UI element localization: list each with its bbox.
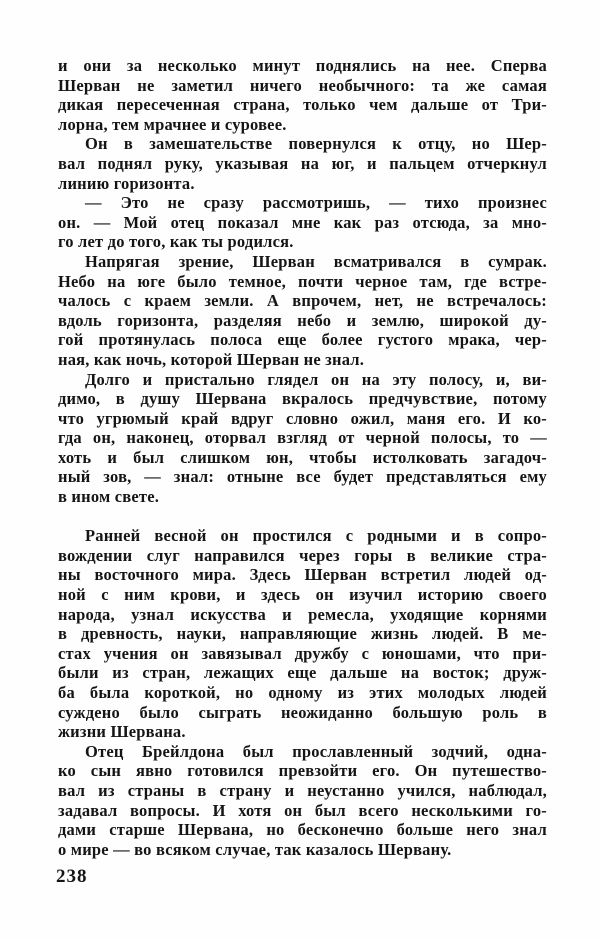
paragraph bbox=[58, 526, 547, 742]
text-line: го лет до того, как ты родился. bbox=[58, 232, 294, 252]
text-line: вал поднял руку, указывая на юг, и пальцем отчеркнул bbox=[58, 153, 547, 173]
paragraph bbox=[58, 742, 547, 860]
text-line: вдоль горизонта, разделяя небо и землю, широкой ду- bbox=[58, 310, 547, 330]
text-line: дикая пересеченная страна, только чем дальше от Три- bbox=[58, 95, 547, 115]
text-line: гой протянулась полоса еще более густого мрака, чер- bbox=[58, 330, 547, 350]
text-line: он. — Мой отец показал мне как раз отсюда, за мно- bbox=[58, 212, 547, 232]
text-line: были из стран, лежащих еще дальше на восток; друж- bbox=[58, 663, 547, 683]
paragraph bbox=[58, 370, 547, 507]
text-line: вождении слуг направился через горы в великие стра- bbox=[58, 545, 547, 565]
text-line: Ранней весной он простился с родными и в сопро- bbox=[85, 526, 547, 546]
text-line: ны восточного мира. Здесь Шерван встретил людей од- bbox=[58, 565, 547, 585]
text-line: жизни Шервана. bbox=[58, 722, 186, 742]
text-line: Отец Брейлдона был прославленный зодчий, одна- bbox=[85, 741, 547, 761]
section-break bbox=[58, 507, 547, 527]
text-line: лорна, тем мрачнее и суровее. bbox=[58, 114, 287, 134]
paragraph bbox=[58, 134, 547, 193]
text-line: что угрюмый край вдруг словно ожил, маня его. И ко- bbox=[58, 408, 547, 428]
text-line: Напрягая зрение, Шерван всматривался в сумрак. bbox=[85, 251, 547, 271]
paragraph bbox=[58, 56, 547, 134]
text-line: димо, в душу Шервана вкралось предчувствие, потому bbox=[58, 389, 547, 409]
text-line: и они за несколько минут поднялись на нее. Сперва bbox=[58, 56, 547, 75]
text-line: Долго и пристально глядел он на эту полосу, и, ви- bbox=[85, 369, 547, 389]
text-line: народа, узнал искусства и ремесла, уходящие корнями bbox=[58, 604, 547, 624]
text-line: ный зов, — знал: отныне все будет представляться ему bbox=[58, 467, 547, 487]
text-line: ко сын явно готовился превзойти его. Он путешество- bbox=[58, 761, 547, 781]
text-line: Он в замешательстве повернулся к отцу, но Шер- bbox=[85, 134, 547, 154]
text-line: суждено было сыграть неожиданно большую роль в bbox=[58, 702, 547, 722]
text-line: ба была короткой, но одному из этих молодых людей bbox=[58, 683, 547, 702]
text-line: вал из страны в страну и неустанно учился, наблюдал, bbox=[58, 780, 547, 800]
text-line: Шерван не заметил ничего необычного: та же самая bbox=[58, 75, 547, 95]
text-line: о мире — во всяком случае, так казалось Шервану. bbox=[58, 839, 452, 859]
text-line: дами старше Шервана, но бесконечно больше него знал bbox=[58, 820, 547, 840]
text-line: в ином свете. bbox=[58, 487, 160, 507]
text-line: задавал вопросы. И хотя он был всего несколькими го- bbox=[58, 800, 547, 820]
text-line: ной с ним крови, и здесь он изучил историю своего bbox=[58, 585, 547, 605]
paragraph bbox=[58, 252, 547, 370]
page-number: 238 bbox=[56, 866, 88, 887]
text-line: в древность, науки, направляющие жизнь людей. В ме- bbox=[58, 624, 547, 644]
text-line: линию горизонта. bbox=[58, 173, 195, 193]
text-line: ная, как ночь, которой Шерван не знал. bbox=[58, 349, 365, 369]
text-line: гда он, наконец, оторвал взгляд от черной полосы, то — bbox=[58, 428, 547, 448]
text-line: — Это не сразу рассмотришь, — тихо произнес bbox=[85, 193, 547, 213]
paragraph bbox=[58, 193, 547, 252]
text-line: хоть и был слишком юн, чтобы истолковать загадоч- bbox=[58, 447, 547, 467]
text-line: чалось с краем земли. А впрочем, нет, не встречалось: bbox=[58, 291, 547, 311]
text-line: Небо на юге было темное, почти черное там, где встре- bbox=[58, 271, 547, 291]
text-line: стах учения он завязывал дружбу с юношами, что при- bbox=[58, 643, 547, 663]
page-text-block bbox=[58, 56, 547, 859]
